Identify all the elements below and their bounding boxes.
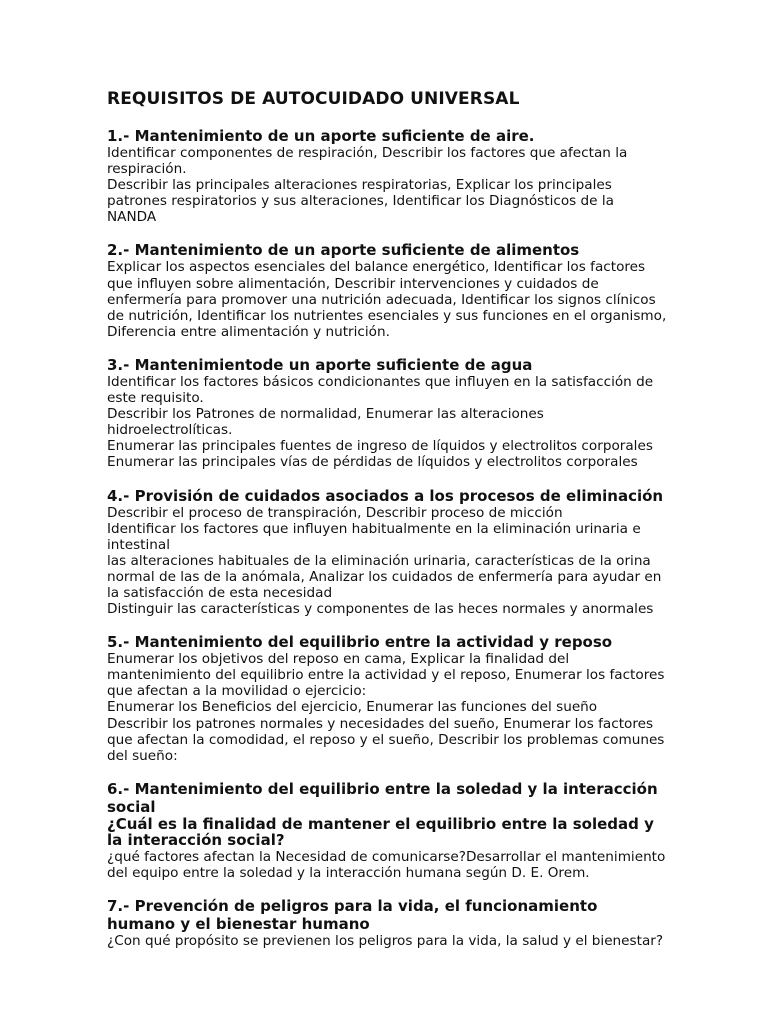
section-paragraph: Enumerar las principales vías de pérdidas de líquidos y electrolitos corporales [107,454,638,471]
section-paragraph: Distinguir las características y componentes de las heces normales y anormales [107,601,654,618]
section-heading: 3.- Mantenimientode un aporte suficiente de agua [107,355,533,374]
section-paragraph: Describir las principales alteraciones respiratorias, Explicar los principales patrones respiratorios y sus alteraciones, Identificar los Diagnósticos de la NANDA [107,177,614,226]
section-heading: 7.- Prevención de peligros para la vida, el funcionamiento humano y el bienestar humano [107,897,598,933]
section-eliminacion [107,487,667,618]
section-aire [107,127,667,225]
section-paragraph: Enumerar los Beneficios del ejercicio, Enumerar las funciones del sueño [107,699,598,716]
section-heading: 5.- Mantenimiento del equilibrio entre la actividad y reposo [107,633,613,652]
section-paragraph: Enumerar las principales fuentes de ingreso de líquidos y electrolitos corporales [107,438,653,455]
section-paragraph: Explicar los aspectos esenciales del balance energético, Identificar los factores que influyen sobre alimentación, Describir intervenciones y cuidados de enfermería para promover una nutrición adecuada, Identificar los signos clínicos de nutrición, Identificar los nutrientes esenciales y sus funciones en el organismo, Diferencia entre alimentación y nutrición. [107,259,667,340]
section-paragraph: las alteraciones habituales de la eliminación urinaria, características de la orina normal de las de la anómala, Analizar los cuidados de enfermería para ayudar en la satisfacción de esta necesidad [107,552,662,601]
section-paragraph: Describir los Patrones de normalidad, Enumerar las alteraciones hidroelectrolíticas. [107,406,544,439]
section-paragraph: Identificar los factores que influyen habitualmente en la eliminación urinaria e intestinal [107,520,641,553]
section-paragraph: Identificar componentes de respiración, Describir los factores que afectan la respiración. [107,145,628,178]
section-heading: 4.- Provisión de cuidados asociados a los procesos de eliminación [107,486,664,505]
section-alimentos [107,241,667,339]
document-title: REQUISITOS DE AUTOCUIDADO UNIVERSAL [107,89,520,109]
section-paragraph: Describir el proceso de transpiración, Describir proceso de micción [107,504,563,521]
section-question: ¿Cuál es la finalidad de mantener el equilibrio entre la soledad y la interacción social? [107,814,654,850]
section-heading: 2.- Mantenimiento de un aporte suficiente de alimentos [107,241,580,260]
section-paragraph: Identificar los factores básicos condicionantes que influyen en la satisfacción de este requisito. [107,373,654,407]
section-actividad-reposo [107,633,667,764]
section-prevencion-peligros [107,897,667,949]
section-heading: 6.- Mantenimiento del equilibrio entre la soledad y la interacción social [107,779,658,816]
section-paragraph: ¿Con qué propósito se previenen los peligros para la vida, la salud y el bienestar? [107,933,664,949]
section-agua [107,356,667,471]
section-soledad-interaccion [107,780,667,881]
section-paragraph: ¿qué factores afectan la Necesidad de comunicarse?Desarrollar el mantenimiento del equipo entre la soledad y la interacción humana según D. E. Orem. [107,848,666,881]
section-heading: 1.- Mantenimiento de un aporte suficiente de aire. [107,127,535,145]
section-paragraph: Describir los patrones normales y necesidades del sueño, Enumerar los factores que afectan la comodidad, el reposo y el sueño, Describir los problemas comunes del sueño: [107,715,665,764]
section-paragraph: Enumerar los objetivos del reposo en cama, Explicar la finalidad del mantenimiento del equilibrio entre la actividad y el reposo, Enumerar los factores que afectan a la movilidad o ejercicio: [107,651,665,700]
document-page [107,88,667,965]
